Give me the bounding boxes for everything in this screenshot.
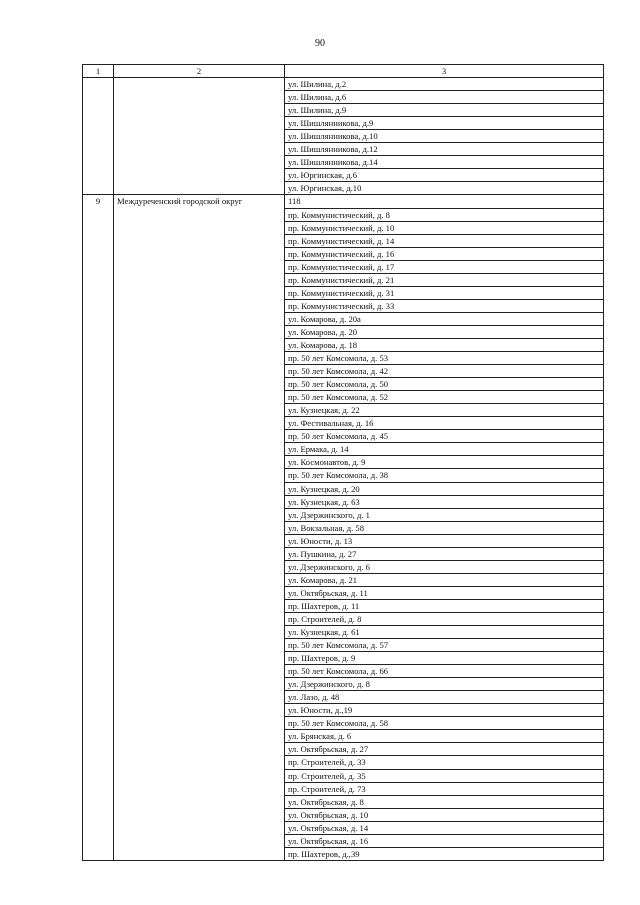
table-header-row (83, 65, 604, 78)
address-cell: ул. Октябрьская, д. 10 (285, 808, 604, 821)
address-cell: ул. Юргинская, д.6 (285, 169, 604, 182)
address-cell: ул. Дзержинского, д. 6 (285, 560, 604, 573)
address-cell: ул. Шилина, д.6 (285, 91, 604, 104)
row-number-cell-empty (83, 78, 114, 195)
address-cell: пр. Коммунистический, д. 33 (285, 299, 604, 312)
address-cell: ул. Брянская, д. 6 (285, 730, 604, 743)
table-row (83, 78, 604, 91)
address-cell: пр. 50 лет Комсомола, д. 66 (285, 665, 604, 678)
address-cell: пр. Коммунистический, д. 8 (285, 208, 604, 221)
address-cell: пр. Коммунистический, д. 31 (285, 286, 604, 299)
address-cell: ул. Шишлянникова, д.12 (285, 143, 604, 156)
address-cell: пр. 50 лет Комсомола, д. 38 (285, 469, 604, 482)
address-cell: 118 (285, 195, 604, 208)
address-cell: пр. Коммунистический, д. 17 (285, 260, 604, 273)
address-cell: ул. Юности, д.,19 (285, 704, 604, 717)
address-cell: ул. Шишлянникова, д.10 (285, 130, 604, 143)
address-cell: пр. 50 лет Комсомола, д. 57 (285, 639, 604, 652)
address-cell: ул. Кузнецкая, д. 20 (285, 482, 604, 495)
address-cell: ул. Шишлянникова, д.9 (285, 117, 604, 130)
column-header-3: 3 (285, 65, 604, 78)
column-header-1: 1 (83, 65, 114, 78)
address-cell: пр. 50 лет Комсомола, д. 42 (285, 365, 604, 378)
address-cell: ул. Кузнецкая, д. 22 (285, 404, 604, 417)
municipality-cell: Междуреченский городской округ (114, 195, 285, 860)
address-cell: ул. Шилина, д.2 (285, 78, 604, 91)
address-cell: ул. Юргинская, д.10 (285, 182, 604, 195)
address-cell: пр. 50 лет Комсомола, д. 58 (285, 717, 604, 730)
address-cell: пр. Коммунистический, д. 14 (285, 234, 604, 247)
address-cell: пр. Строителей, д. 8 (285, 612, 604, 625)
table-row (83, 195, 604, 208)
address-cell: пр. 50 лет Комсомола, д. 50 (285, 378, 604, 391)
address-cell: пр. Шахтеров, д. 11 (285, 599, 604, 612)
address-cell: ул. Октябрьская, д. 27 (285, 743, 604, 756)
address-cell: пр. Шахтеров, д.,39 (285, 847, 604, 860)
address-cell: ул. Пушкина, д. 27 (285, 547, 604, 560)
address-cell: пр. Шахтеров, д. 9 (285, 652, 604, 665)
address-cell: пр. Строителей, д. 73 (285, 782, 604, 795)
address-cell: ул. Октябрьская, д. 14 (285, 821, 604, 834)
address-cell: ул. Кузнецкая, д. 63 (285, 495, 604, 508)
address-cell: пр. Коммунистический, д. 10 (285, 221, 604, 234)
address-cell: ул. Комарова, д. 20 (285, 325, 604, 338)
address-cell: пр. Строителей, д. 35 (285, 769, 604, 782)
address-cell: ул. Комарова, д. 18 (285, 338, 604, 351)
column-header-2: 2 (114, 65, 285, 78)
address-cell: пр. Строителей, д. 33 (285, 756, 604, 769)
address-cell: ул. Ермака, д. 14 (285, 443, 604, 456)
address-cell: ул. Кузнецкая, д. 61 (285, 626, 604, 639)
address-cell: ул. Лазо, д. 48 (285, 691, 604, 704)
address-cell: ул. Октябрьская, д. 11 (285, 586, 604, 599)
address-cell: пр. 50 лет Комсомола, д. 45 (285, 430, 604, 443)
row-number-cell: 9 (83, 195, 114, 860)
address-cell: ул. Космонавтов, д. 9 (285, 456, 604, 469)
address-cell: ул. Юности, д. 13 (285, 534, 604, 547)
address-cell: ул. Дзержинского, д. 8 (285, 678, 604, 691)
address-cell: ул. Дзержинского, д. 1 (285, 508, 604, 521)
address-cell: ул. Фестивальная, д. 16 (285, 417, 604, 430)
table-body (83, 78, 604, 861)
address-cell: ул. Октябрьская, д. 16 (285, 834, 604, 847)
address-table (82, 64, 604, 861)
page-number: 90 (315, 38, 325, 49)
address-cell: ул. Комарова, д. 20а (285, 312, 604, 325)
address-cell: ул. Октябрьская, д. 8 (285, 795, 604, 808)
address-cell: пр. 50 лет Комсомола, д. 53 (285, 352, 604, 365)
address-cell: ул. Шишлянникова, д.14 (285, 156, 604, 169)
address-cell: ул. Вокзальная, д. 58 (285, 521, 604, 534)
municipality-cell-empty (114, 78, 285, 195)
address-cell: пр. 50 лет Комсомола, д. 52 (285, 391, 604, 404)
address-cell: ул. Комарова, д. 21 (285, 573, 604, 586)
address-cell: пр. Коммунистический, д. 21 (285, 273, 604, 286)
address-cell: пр. Коммунистический, д. 16 (285, 247, 604, 260)
address-cell: ул. Шилина, д.9 (285, 104, 604, 117)
